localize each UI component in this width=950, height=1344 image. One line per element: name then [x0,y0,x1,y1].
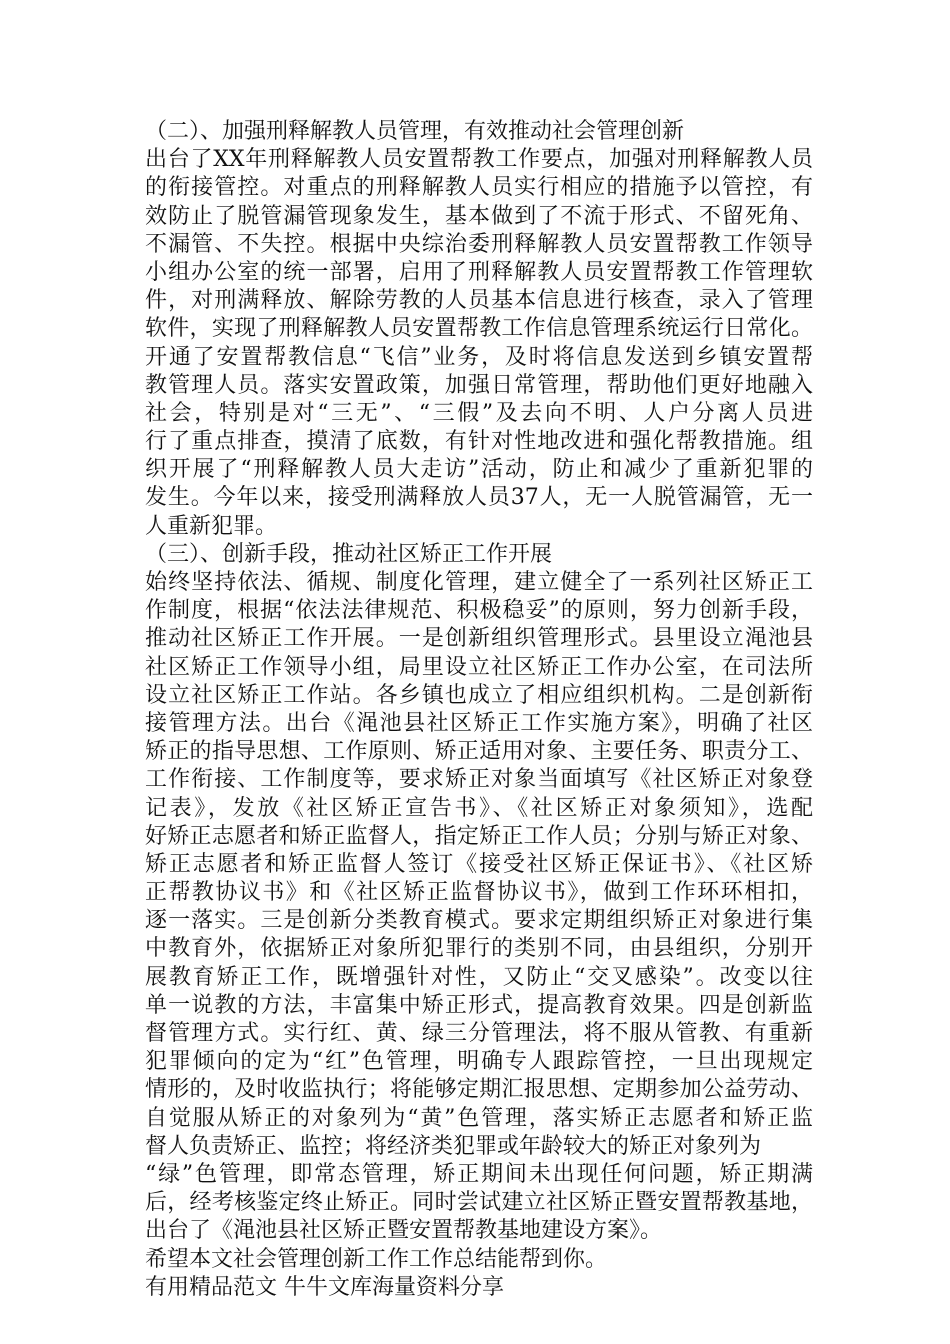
body-line: 社区矫正工作领导小组，局里设立社区矫正工作办公室，在司法所 [145,654,813,680]
body-line: 行了重点排查，摸清了底数，有针对性地改进和强化帮教措施。组 [145,429,813,455]
closing-line: 希望本文社会管理创新工作工作总结能帮到你。 [145,1246,608,1272]
body-line: 社会，特别是对“三无”、“三假”及去向不明、人户分离人员进 [145,400,813,426]
body-line: 软件，实现了刑释解教人员安置帮教工作信息管理系统运行日常化。 [145,316,813,342]
body-line: 后，经考核鉴定终止矫正。同时尝试建立社区矫正暨安置帮教基地， [145,1190,813,1216]
body-line: 教管理人员。落实安置政策，加强日常管理，帮助他们更好地融入 [145,372,813,398]
body-line: 情形的，及时收监执行；将能够定期汇报思想、定期参加公益劳动、 [145,1077,813,1103]
body-line: 好矫正志愿者和矫正监督人，指定矫正工作人员；分别与矫正对象、 [145,823,813,849]
body-line: 工作衔接、工作制度等，要求矫正对象当面填写《社区矫正对象登 [145,767,813,793]
section-3-heading: （三）、创新手段，推动社区矫正工作开展 [145,541,553,567]
body-line: 作制度，根据“依法法律规范、积极稳妥”的原则，努力创新手段， [145,598,813,624]
body-line: 设立社区矫正工作站。各乡镇也成立了相应组织机构。二是创新衔 [145,682,813,708]
body-line: 人重新犯罪。 [145,513,278,539]
body-line: 中教育外，依据矫正对象所犯罪行的类别不同，由县组织，分别开 [145,936,813,962]
body-line: 正帮教协议书》和《社区矫正监督协议书》，做到工作环环相扣， [145,880,813,906]
body-line: 接管理方法。出台《渑池县社区矫正工作实施方案》，明确了社区 [145,710,813,736]
body-line: 督管理方式。实行红、黄、绿三分管理法，将不服从管教、有重新 [145,1021,813,1046]
body-line: 效防止了脱管漏管现象发生，基本做到了不流于形式、不留死角、 [145,203,813,229]
body-line: 始终坚持依法、循规、制度化管理，建立健全了一系列社区矫正工 [145,570,813,595]
body-line: 织开展了“刑释解教人员大走访”活动，防止和减少了重新犯罪的 [145,457,813,483]
body-line: 矫正志愿者和矫正监督人签订《接受社区矫正保证书》、《社区矫 [145,851,813,877]
body-line: 小组办公室的统一部署，启用了刑释解教人员安置帮教工作管理软 [145,259,813,285]
body-line: 发生。今年以来，接受刑满释放人员37人，无一人脱管漏管，无一 [145,485,813,511]
body-line: 督人负责矫正、监控；将经济类犯罪或年龄较大的矫正对象列为 [145,1133,762,1159]
body-line: 出台了XX年刑释解教人员安置帮教工作要点，加强对刑释解教人员 [145,147,813,173]
body-line: 不漏管、不失控。根据中央综治委刑释解教人员安置帮教工作领导 [145,231,813,257]
document-page [145,118,813,1302]
body-line: 展教育矫正工作，既增强针对性，又防止“交叉感染”。改变以往 [145,964,813,990]
body-line: 矫正的指导思想、工作原则、矫正适用对象、主要任务、职责分工、 [145,739,813,765]
section-3-body [145,569,813,1246]
body-line: 犯罪倾向的定为“红”色管理，明确专人跟踪管控，一旦出现规定 [145,1049,813,1075]
body-line: 开通了安置帮教信息“飞信”业务，及时将信息发送到乡镇安置帮 [145,344,813,370]
body-line: 记表》，发放《社区矫正宣告书》、《社区矫正对象须知》，选配 [145,795,813,821]
body-line: “绿”色管理，即常态管理，矫正期间未出现任何问题，矫正期满 [145,1161,813,1187]
body-line: 自觉服从矫正的对象列为“黄”色管理，落实矫正志愿者和矫正监 [145,1105,813,1131]
body-line: 逐一落实。三是创新分类教育模式。要求定期组织矫正对象进行集 [145,908,813,934]
footer-note: 有用精品范文 牛牛文库海量资料分享 [145,1274,504,1300]
body-line: 推动社区矫正工作开展。一是创新组织管理形式。县里设立渑池县 [145,626,813,652]
body-line: 的衔接管控。对重点的刑释解教人员实行相应的措施予以管控，有 [145,175,813,201]
body-line: 件，对刑满释放、解除劳教的人员基本信息进行核查，录入了管理 [145,288,813,314]
body-line: 出台了《渑池县社区矫正暨安置帮教基地建设方案》。 [145,1218,663,1244]
section-2-heading: （二）、加强刑释解教人员管理，有效推动社会管理创新 [145,119,685,144]
body-line: 单一说教的方法，丰富集中矫正形式，提高教育效果。四是创新监 [145,992,813,1018]
section-2-body [145,146,813,541]
